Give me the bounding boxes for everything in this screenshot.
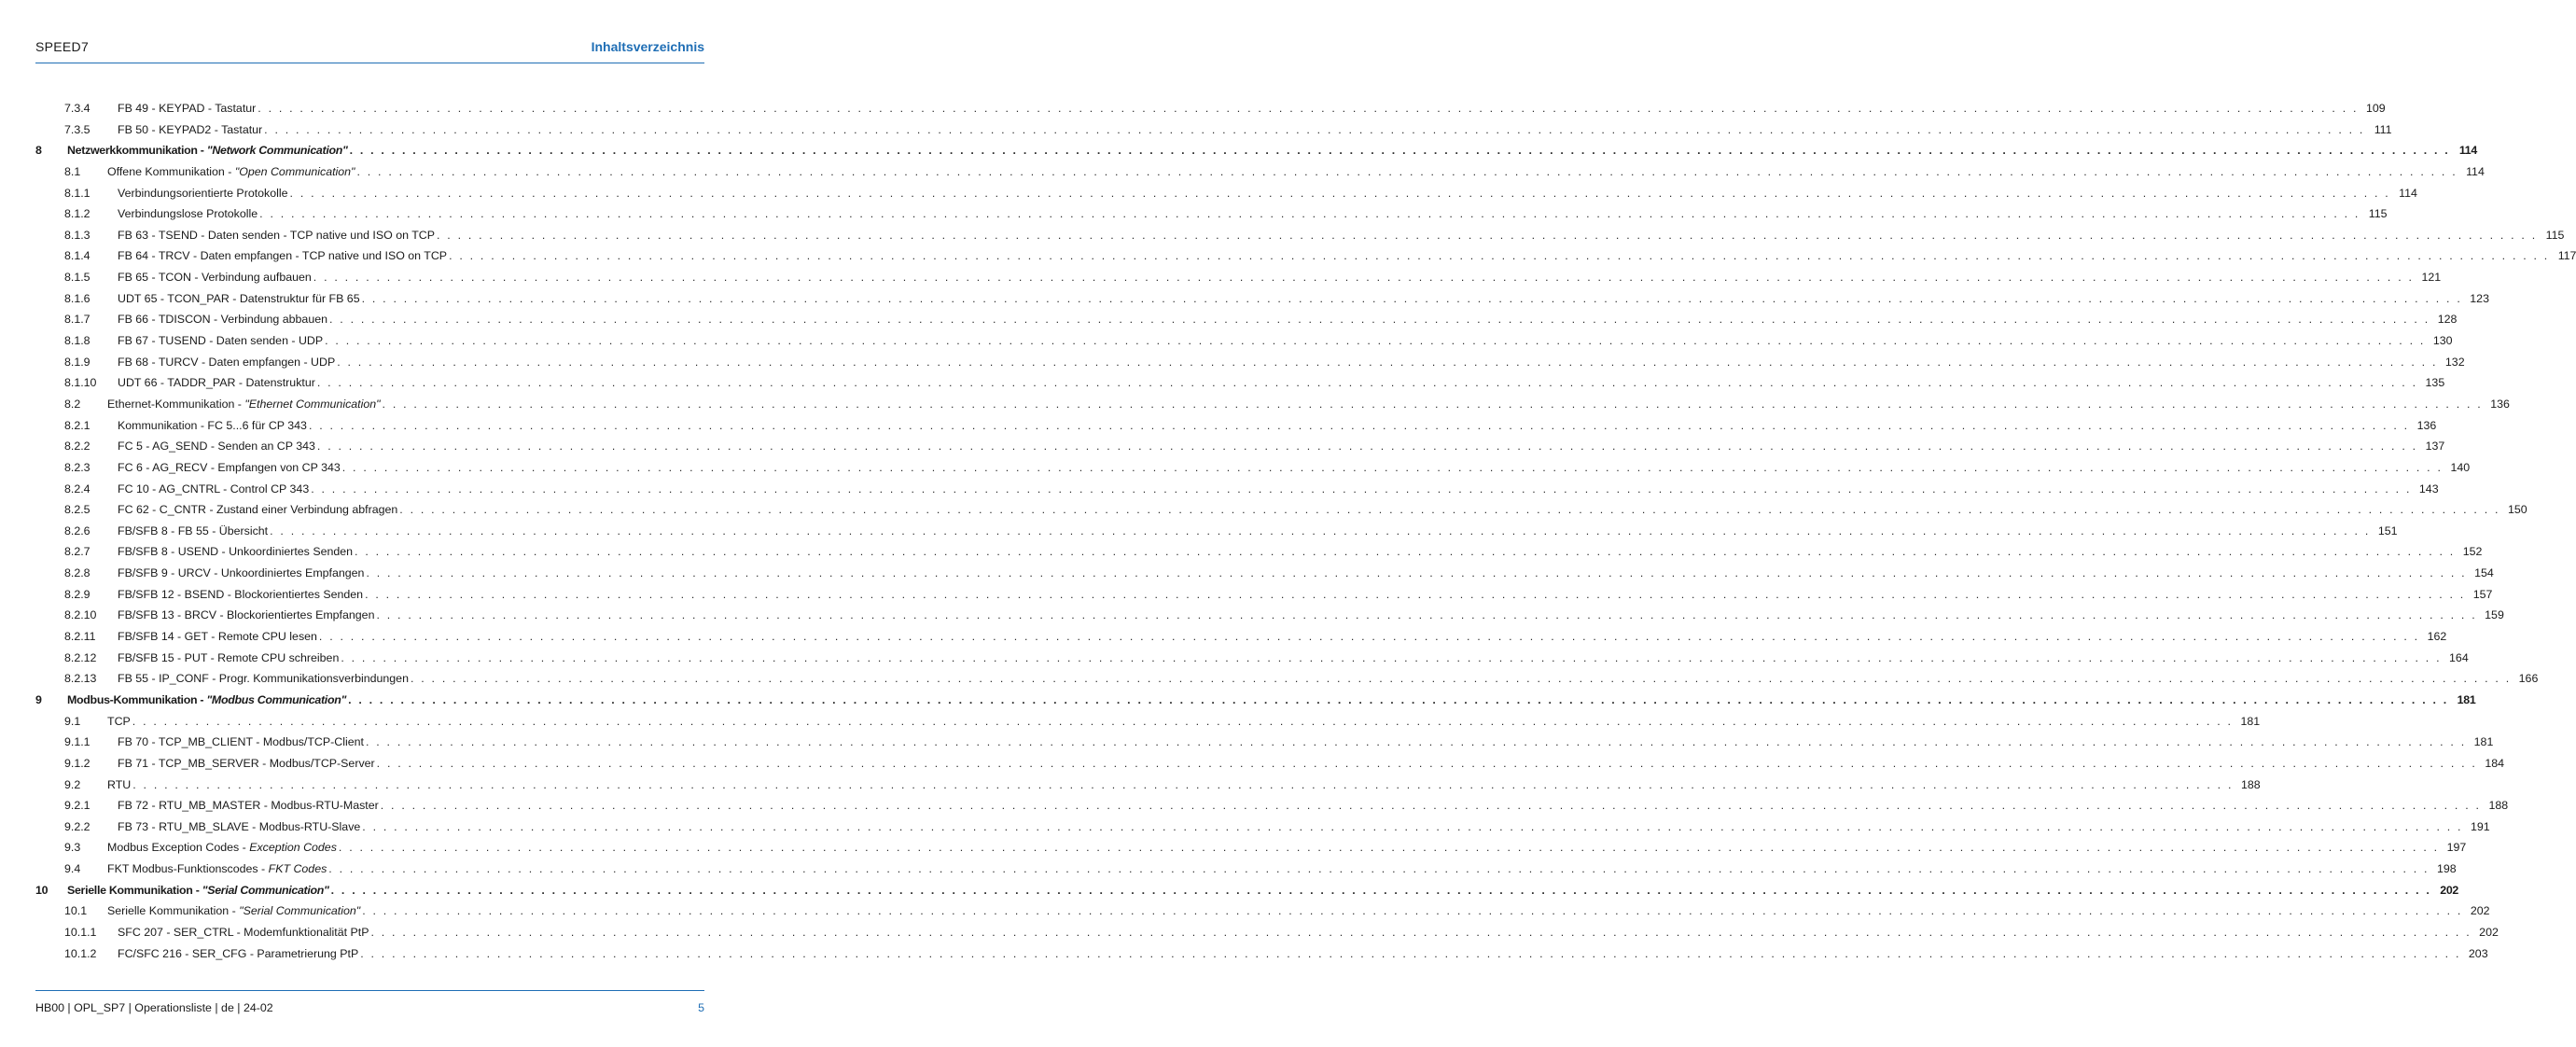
toc-entry-page: 152: [2462, 545, 2483, 559]
toc-entry[interactable]: [35, 545, 2483, 566]
toc-entry-page: 166: [2518, 672, 2539, 686]
toc-entry-title-emphasis: FKT Codes: [268, 862, 327, 876]
toc-entry-page: 114: [2466, 164, 2485, 178]
toc-entry-page: 128: [2437, 313, 2458, 327]
toc-entry-title: [118, 651, 339, 664]
toc-entry-page: 132: [2444, 355, 2465, 369]
toc-entry-page: 114: [2399, 186, 2417, 200]
toc-entry-number: 8.2.6: [64, 524, 91, 537]
toc-entry-number: 8.2.8: [64, 566, 91, 580]
toc-entry-title: [118, 926, 369, 939]
toc-entry-title: [118, 545, 353, 558]
toc-entry-title-text: FB 55 - IP_CONF - Progr. Kommunikationsverbindungen: [118, 672, 409, 686]
toc-entry-title: [118, 229, 435, 242]
toc-leader-dots: . . . . . . . . . . . . . . . . . . . . . . . . . . . . . . . . . . . . . . . . . . . . . . . . . . . . . . . . . . . . . . . . . . . . . . . . . . . . . . . . . . . . . . . . . . . . . . . . . . . . . . . . . . . . . . . . . . . . . . . . . . . . . . . . . . . . . . . . . . . . . . . . . . . . . . . . . . . . . . . . . . . . . . . . . . . . . . . . . . . . . . . . . . . . . . . . . . . . . . . .: [316, 440, 2418, 454]
toc-leader-dots: . . . . . . . . . . . . . . . . . . . . . . . . . . . . . . . . . . . . . . . . . . . . . . . . . . . . . . . . . . . . . . . . . . . . . . . . . . . . . . . . . . . . . . . . . . . . . . . . . . . . . . . . . . . . . . . . . . . . . . . . . . . . . . . . . . . . . . . . . . . . . . . . . . . . . . . . . . . . . . . . . . . . . . . . . . . . . . . . . . . . . . . . . . . . . . . . . . . . . . . .: [355, 545, 2456, 559]
toc-entry-title-emphasis: Exception Codes: [249, 841, 337, 855]
toc-entry-title-text: Verbindungsorientierte Protokolle: [118, 186, 288, 200]
toc-entry-page: 188: [2488, 799, 2509, 813]
toc-entry-number: 8.1.6: [64, 291, 91, 305]
toc-entry-title-text: FB 64 - TRCV - Daten empfangen - TCP native und ISO on TCP: [118, 249, 448, 263]
toc-entry-title-text: FC/SFC 216 - SER_CFG - Parametrierung PtP: [118, 946, 359, 960]
toc-leader-dots: . . . . . . . . . . . . . . . . . . . . . . . . . . . . . . . . . . . . . . . . . . . . . . . . . . . . . . . . . . . . . . . . . . . . . . . . . . . . . . . . . . . . . . . . . . . . . . . . . . . . . . . . . . . . . . . . . . . . . . . . . . . . . . . . . . . . . . . . . . . . . . . . . . . . . . . . . . . . . . . . . . . . . . . . . . . . . . . . . . . . . . . . . . . . . . . . . . . . . . . .: [361, 291, 2462, 305]
toc-leader-dots: . . . . . . . . . . . . . . . . . . . . . . . . . . . . . . . . . . . . . . . . . . . . . . . . . . . . . . . . . . . . . . . . . . . . . . . . . . . . . . . . . . . . . . . . . . . . . . . . . . . . . . . . . . . . . . . . . . . . . . . . . . . . . . . . . . . . . . . . . . . . . . . . . . . . . . . . . . . . . . . . . . . . . . . . . . . . . . . . . . . . . . . . . . . . . . . . . . . . . . . .: [370, 925, 2472, 939]
toc-entry[interactable]: [35, 102, 2386, 123]
toc-leader-dots: . . . . . . . . . . . . . . . . . . . . . . . . . . . . . . . . . . . . . . . . . . . . . . . . . . . . . . . . . . . . . . . . . . . . . . . . . . . . . . . . . . . . . . . . . . . . . . . . . . . . . . . . . . . . . . . . . . . . . . . . . . . . . . . . . . . . . . . . . . . . . . . . . . . . . . . . . . . . . . . . . . . . . . . . . . . . . . . . . . . . . . . . . . . . . . . . . . . . . . . .: [341, 650, 2442, 664]
toc-entry-title: [118, 313, 327, 326]
toc-entry-title-text: FB/SFB 13 - BRCV - Blockorientiertes Empfangen: [118, 608, 375, 622]
toc-entry-page: 135: [2425, 376, 2445, 390]
toc-entry-title: [118, 419, 307, 432]
toc-entry[interactable]: [35, 503, 2527, 524]
toc-entry[interactable]: [35, 376, 2445, 398]
toc-leader-dots: . . . . . . . . . . . . . . . . . . . . . . . . . . . . . . . . . . . . . . . . . . . . . . . . . . . . . . . . . . . . . . . . . . . . . . . . . . . . . . . . . . . . . . . . . . . . . . . . . . . . . . . . . . . . . . . . . . . . . . . . . . . . . . . . . . . . . . . . . . . . . . . . . . . . . . . . . . . . . . . . . . . . . . . . . . . . . . . . . . . . . . . . . . . . . . . . . . . . . . . .: [313, 271, 2415, 285]
toc-entry-title: [118, 503, 397, 516]
toc-entry[interactable]: [35, 777, 2261, 800]
toc-entry-title: [118, 630, 317, 643]
toc-entry-page: 130: [2432, 334, 2453, 348]
toc-entry-title-text: FC 6 - AG_RECV - Empfangen von CP 343: [118, 460, 341, 474]
toc-entry-number: 8.2.5: [64, 503, 91, 517]
toc-entry-number: 8.1.8: [64, 334, 91, 348]
toc-leader-dots: . . . . . . . . . . . . . . . . . . . . . . . . . . . . . . . . . . . . . . . . . . . . . . . . . . . . . . . . . . . . . . . . . . . . . . . . . . . . . . . . . . . . . . . . . . . . . . . . . . . . . . . . . . . . . . . . . . . . . . . . . . . . . . . . . . . . . . . . . . . . . . . . . . . . . . . . . . . . . . . . . . . . . . . . . . . . . . . . . . . . . . . . . . . . . . . . . . . . . . . .: [376, 756, 2478, 770]
toc-leader-dots: . . . . . . . . . . . . . . . . . . . . . . . . . . . . . . . . . . . . . . . . . . . . . . . . . . . . . . . . . . . . . . . . . . . . . . . . . . . . . . . . . . . . . . . . . . . . . . . . . . . . . . . . . . . . . . . . . . . . . . . . . . . . . . . . . . . . . . . . . . . . . . . . . . . . . . . . . . . . . . . . . . . . . . . . . . . . . . . . . . . . . . . . . . . . . . . . . . . . . . . .: [365, 735, 2467, 749]
toc-entry-title: [118, 524, 268, 537]
toc-entry-number: 8.1.7: [64, 313, 91, 327]
toc-entry-title-text: FB 63 - TSEND - Daten senden - TCP native und ISO on TCP: [118, 228, 435, 242]
toc-entry-title-text: Modbus Exception Codes -: [107, 841, 250, 855]
toc-entry[interactable]: [35, 228, 2565, 250]
toc-entry-title: [107, 165, 355, 178]
toc-entry-title: [118, 292, 360, 305]
toc-entry-number: 9.2.2: [64, 819, 91, 833]
toc-entry[interactable]: [35, 862, 2457, 884]
toc-leader-dots: . . . . . . . . . . . . . . . . . . . . . . . . . . . . . . . . . . . . . . . . . . . . . . . . . . . . . . . . . . . . . . . . . . . . . . . . . . . . . . . . . . . . . . . . . . . . . . . . . . . . . . . . . . . . . . . . . . . . . . . . . . . . . . . . . . . . . . . . . . . . . . . . . . . . . . . . . . . . . . . . . . . . . . . . . . . . . . . . . . . . . . . . . . . . . . . . . . . . . . . .: [437, 228, 2538, 242]
toc-entry[interactable]: [35, 164, 2485, 187]
toc-entry[interactable]: [35, 566, 2494, 588]
toc-entry-title: [118, 207, 258, 220]
toc-entry[interactable]: [35, 524, 2398, 546]
toc-leader-dots: . . . . . . . . . . . . . . . . . . . . . . . . . . . . . . . . . . . . . . . . . . . . . . . . . . . . . . . . . . . . . . . . . . . . . . . . . . . . . . . . . . . . . . . . . . . . . . . . . . . . . . . . . . . . . . . . . . . . . . . . . . . . . . . . . . . . . . . . . . . . . . . . . . . . . . . . . . . . . . . . . . . . . . . . . . . . . . . . . . . . . . . . . . . . . . . . . . . . . . . .: [349, 144, 2450, 158]
toc-entry-title-text: FB 67 - TUSEND - Daten senden - UDP: [118, 334, 324, 348]
toc-entry-title-text: Serielle Kommunikation -: [67, 883, 202, 897]
toc-leader-dots: . . . . . . . . . . . . . . . . . . . . . . . . . . . . . . . . . . . . . . . . . . . . . . . . . . . . . . . . . . . . . . . . . . . . . . . . . . . . . . . . . . . . . . . . . . . . . . . . . . . . . . . . . . . . . . . . . . . . . . . . . . . . . . . . . . . . . . . . . . . . . . . . . . . . . . . . . . . . . . . . . . . . . . . . . . . . . . . . . . . . . . . . . . . . . . . . . . . . . . . .: [410, 672, 2512, 686]
toc-entry-title-text: Verbindungslose Protokolle: [118, 207, 258, 221]
toc-entry-page: 121: [2421, 271, 2442, 285]
toc-entry-title-emphasis: "Network Communication": [206, 144, 348, 158]
toc-entry-number: 8.2.4: [64, 482, 91, 496]
table-of-contents: [35, 102, 2576, 968]
toc-entry-title-text: FB 68 - TURCV - Daten empfangen - UDP: [118, 355, 336, 369]
footer-rule: [35, 990, 704, 991]
toc-entry[interactable]: [35, 460, 2471, 482]
toc-entry[interactable]: [35, 799, 2509, 820]
toc-entry[interactable]: [35, 672, 2539, 693]
toc-leader-dots: . . . . . . . . . . . . . . . . . . . . . . . . . . . . . . . . . . . . . . . . . . . . . . . . . . . . . . . . . . . . . . . . . . . . . . . . . . . . . . . . . . . . . . . . . . . . . . . . . . . . . . . . . . . . . . . . . . . . . . . . . . . . . . . . . . . . . . . . . . . . . . . . . . . . . . . . . . . . . . . . . . . . . . . . . . . . . . . . . . . . . . . . . . . . . . . . . . . . . . . .: [399, 503, 2500, 517]
toc-entry-title: [118, 187, 288, 200]
toc-entry-number: 8.2.11: [64, 630, 96, 644]
toc-entry-title-text: Modbus-Kommunikation -: [67, 692, 207, 706]
toc-entry-title: [107, 398, 381, 411]
toc-entry[interactable]: [35, 186, 2417, 208]
toc-entry-page: 109: [2365, 102, 2386, 115]
toc-leader-dots: . . . . . . . . . . . . . . . . . . . . . . . . . . . . . . . . . . . . . . . . . . . . . . . . . . . . . . . . . . . . . . . . . . . . . . . . . . . . . . . . . . . . . . . . . . . . . . . . . . . . . . . . . . . . . . . . . . . . . . . . . . . . . . . . . . . . . . . . . . . . . . . . . . . . . . . . . . . . . . . . . . . . . . . . . . . . . . . . . . . . . . . . . . . . . . . . . . . . . . . .: [382, 397, 2483, 411]
toc-entry-title-text: RTU: [107, 777, 132, 791]
toc-entry[interactable]: [35, 925, 2499, 947]
toc-leader-dots: . . . . . . . . . . . . . . . . . . . . . . . . . . . . . . . . . . . . . . . . . . . . . . . . . . . . . . . . . . . . . . . . . . . . . . . . . . . . . . . . . . . . . . . . . . . . . . . . . . . . . . . . . . . . . . . . . . . . . . . . . . . . . . . . . . . . . . . . . . . . . . . . . . . . . . . . . . . . . . . . . . . . . . . . . . . . . . . . . . . . . . . . . . . . . . . . . . . . . . . .: [308, 418, 2410, 432]
toc-entry-page: 151: [2377, 524, 2398, 537]
toc-entry-number: 9.4: [64, 862, 81, 876]
toc-entry-page: 157: [2472, 587, 2493, 601]
toc-entry-title: [118, 461, 341, 474]
toc-leader-dots: . . . . . . . . . . . . . . . . . . . . . . . . . . . . . . . . . . . . . . . . . . . . . . . . . . . . . . . . . . . . . . . . . . . . . . . . . . . . . . . . . . . . . . . . . . . . . . . . . . . . . . . . . . . . . . . . . . . . . . . . . . . . . . . . . . . . . . . . . . . . . . . . . . . . . . . . . . . . . . . . . . . . . . . . . . . . . . . . . . . . . . . . . . . . . . . . . . . . . . . .: [341, 460, 2444, 474]
toc-entry-title-emphasis: "Serial Communication": [202, 883, 329, 897]
toc-entry-title-text: Kommunikation - FC 5...6 für CP 343: [118, 418, 307, 432]
toc-entry-number: 8.2.2: [64, 440, 91, 454]
toc-entry[interactable]: [35, 587, 2493, 609]
toc-entry-title-text: FB 65 - TCON - Verbindung aufbauen: [118, 271, 312, 285]
toc-entry-title-text: FB 73 - RTU_MB_SLAVE - Modbus-RTU-Slave: [118, 819, 361, 833]
toc-entry-title: [118, 356, 335, 369]
toc-entry[interactable]: [35, 841, 2467, 862]
toc-entry-title: [67, 693, 346, 706]
toc-entry-title: [118, 334, 323, 347]
toc-entry-page: 184: [2485, 756, 2505, 770]
toc-entry-title-text: Ethernet-Kommunikation -: [107, 397, 245, 411]
toc-leader-dots: . . . . . . . . . . . . . . . . . . . . . . . . . . . . . . . . . . . . . . . . . . . . . . . . . . . . . . . . . . . . . . . . . . . . . . . . . . . . . . . . . . . . . . . . . . . . . . . . . . . . . . . . . . . . . . . . . . . . . . . . . . . . . . . . . . . . . . . . . . . . . . . . . . . . . . . . . . . . . . . . . . . . . . . . . . . . . . . . . . . . . . . . . . . . . . . . . . . . . . . .: [380, 799, 2482, 813]
toc-entry-page: 181: [2473, 735, 2494, 749]
toc-leader-dots: . . . . . . . . . . . . . . . . . . . . . . . . . . . . . . . . . . . . . . . . . . . . . . . . . . . . . . . . . . . . . . . . . . . . . . . . . . . . . . . . . . . . . . . . . . . . . . . . . . . . . . . . . . . . . . . . . . . . . . . . . . . . . . . . . . . . . . . . . . . . . . . . . . . . . . . . . . . . . . . . . . . . . . . . . . . . . . . . . . . . . . . . . . . . . . . . . . . . . . . .: [338, 841, 2440, 855]
toc-entry-number: 8.1.3: [64, 228, 91, 242]
toc-entry-title-text: FB 50 - KEYPAD2 - Tastatur: [118, 122, 263, 136]
toc-entry-number: 8.2.3: [64, 460, 91, 474]
toc-entry-title: [107, 778, 131, 791]
toc-leader-dots: . . . . . . . . . . . . . . . . . . . . . . . . . . . . . . . . . . . . . . . . . . . . . . . . . . . . . . . . . . . . . . . . . . . . . . . . . . . . . . . . . . . . . . . . . . . . . . . . . . . . . . . . . . . . . . . . . . . . . . . . . . . . . . . . . . . . . . . . . . . . . . . . . . . . . . . . . . . . . . . . . . . . . . . . . . . . . . . . . . . . . . . . . . . . . . . . . . . . . . . .: [289, 186, 2390, 200]
toc-entry-number: 9.2: [64, 777, 81, 791]
toc-entry-title-text: FB 71 - TCP_MB_SERVER - Modbus/TCP-Server: [118, 756, 375, 770]
toc-entry[interactable]: [35, 397, 2510, 419]
toc-entry[interactable]: [35, 418, 2437, 440]
toc-entry-page: 136: [2490, 397, 2510, 411]
toc-entry-title: [118, 271, 312, 284]
toc-entry-title-text: Netzwerkkommunikation -: [67, 144, 207, 158]
toc-leader-dots: . . . . . . . . . . . . . . . . . . . . . . . . . . . . . . . . . . . . . . . . . . . . . . . . . . . . . . . . . . . . . . . . . . . . . . . . . . . . . . . . . . . . . . . . . . . . . . . . . . . . . . . . . . . . . . . . . . . . . . . . . . . . . . . . . . . . . . . . . . . . . . . . . . . . . . . . . . . . . . . . . . . . . . . . . . . . . . . . . . . . . . . . . . . . . . . . . . . . . . . .: [328, 862, 2430, 876]
toc-entry-title: [118, 735, 364, 748]
toc-entry[interactable]: [35, 692, 2476, 715]
toc-entry-title-text: TCP: [107, 714, 131, 728]
toc-leader-dots: . . . . . . . . . . . . . . . . . . . . . . . . . . . . . . . . . . . . . . . . . . . . . . . . . . . . . . . . . . . . . . . . . . . . . . . . . . . . . . . . . . . . . . . . . . . . . . . . . . . . . . . . . . . . . . . . . . . . . . . . . . . . . . . . . . . . . . . . . . . . . . . . . . . . . . . . . . . . . . . . . . . . . . . . . . . . . . . . . . . . . . . . . . . . . . . . . . . . . . . .: [362, 819, 2463, 833]
toc-leader-dots: . . . . . . . . . . . . . . . . . . . . . . . . . . . . . . . . . . . . . . . . . . . . . . . . . . . . . . . . . . . . . . . . . . . . . . . . . . . . . . . . . . . . . . . . . . . . . . . . . . . . . . . . . . . . . . . . . . . . . . . . . . . . . . . . . . . . . . . . . . . . . . . . . . . . . . . . . . . . . . . . . . . . . . . . . . . . . . . . . . . . . . . . . . . . . . . . . . . . . . . .: [318, 630, 2420, 644]
toc-entry-title-text: FC 10 - AG_CNTRL - Control CP 343: [118, 482, 310, 496]
toc-entry-title-text: FKT Modbus-Funktionscodes -: [107, 862, 269, 876]
toc-entry-title-text: FB/SFB 9 - URCV - Unkoordiniertes Empfangen: [118, 566, 365, 580]
toc-leader-dots: . . . . . . . . . . . . . . . . . . . . . . . . . . . . . . . . . . . . . . . . . . . . . . . . . . . . . . . . . . . . . . . . . . . . . . . . . . . . . . . . . . . . . . . . . . . . . . . . . . . . . . . . . . . . . . . . . . . . . . . . . . . . . . . . . . . . . . . . . . . . . . . . . . . . . . . . . . . . . . . . . . . . . . . . . . . . . . . . . . . . . . . . . . . . . . . . . . . . . . . .: [132, 777, 2234, 791]
toc-entry-title: [107, 904, 360, 917]
toc-entry-number: 8.2: [64, 397, 81, 411]
toc-leader-dots: . . . . . . . . . . . . . . . . . . . . . . . . . . . . . . . . . . . . . . . . . . . . . . . . . . . . . . . . . . . . . . . . . . . . . . . . . . . . . . . . . . . . . . . . . . . . . . . . . . . . . . . . . . . . . . . . . . . . . . . . . . . . . . . . . . . . . . . . . . . . . . . . . . . . . . . . . . . . . . . . . . . . . . . . . . . . . . . . . . . . . . . . . . . . . . . . . . . . . . . .: [356, 164, 2458, 178]
toc-entry-number: 9: [35, 692, 42, 706]
toc-entry-number: 9.1: [64, 714, 81, 728]
toc-entry-page: 181: [2240, 714, 2261, 728]
toc-entry-page: 143: [2418, 482, 2439, 496]
toc-leader-dots: . . . . . . . . . . . . . . . . . . . . . . . . . . . . . . . . . . . . . . . . . . . . . . . . . . . . . . . . . . . . . . . . . . . . . . . . . . . . . . . . . . . . . . . . . . . . . . . . . . . . . . . . . . . . . . . . . . . . . . . . . . . . . . . . . . . . . . . . . . . . . . . . . . . . . . . . . . . . . . . . . . . . . . . . . . . . . . . . . . . . . . . . . . . . . . . . . . . . . . . .: [348, 692, 2449, 706]
toc-entry-number: 8.2.7: [64, 545, 91, 559]
header-product: SPEED7: [35, 39, 90, 54]
toc-entry-page: 150: [2507, 503, 2527, 517]
toc-leader-dots: . . . . . . . . . . . . . . . . . . . . . . . . . . . . . . . . . . . . . . . . . . . . . . . . . . . . . . . . . . . . . . . . . . . . . . . . . . . . . . . . . . . . . . . . . . . . . . . . . . . . . . . . . . . . . . . . . . . . . . . . . . . . . . . . . . . . . . . . . . . . . . . . . . . . . . . . . . . . . . . . . . . . . . . . . . . . . . . . . . . . . . . . . . . . . . . . . . . . . . . .: [329, 313, 2430, 327]
toc-entry-title: [118, 757, 375, 770]
toc-leader-dots: . . . . . . . . . . . . . . . . . . . . . . . . . . . . . . . . . . . . . . . . . . . . . . . . . . . . . . . . . . . . . . . . . . . . . . . . . . . . . . . . . . . . . . . . . . . . . . . . . . . . . . . . . . . . . . . . . . . . . . . . . . . . . . . . . . . . . . . . . . . . . . . . . . . . . . . . . . . . . . . . . . . . . . . . . . . . . . . . . . . . . . . . . . . . . . . . . . . . . . . .: [325, 334, 2426, 348]
toc-entry-title: [67, 144, 348, 157]
toc-entry[interactable]: [35, 313, 2458, 334]
toc-entry-page: 137: [2425, 440, 2445, 454]
toc-leader-dots: . . . . . . . . . . . . . . . . . . . . . . . . . . . . . . . . . . . . . . . . . . . . . . . . . . . . . . . . . . . . . . . . . . . . . . . . . . . . . . . . . . . . . . . . . . . . . . . . . . . . . . . . . . . . . . . . . . . . . . . . . . . . . . . . . . . . . . . . . . . . . . . . . . . . . . . . . . . . . . . . . . . . . . . . . . . . . . . . . . . . . . . . . . . . . . . . . . . . . . . .: [258, 102, 2359, 115]
toc-entry-title-text: UDT 65 - TCON_PAR - Datenstruktur für FB 65: [118, 291, 360, 305]
toc-entry-page: 136: [2416, 418, 2437, 432]
toc-leader-dots: . . . . . . . . . . . . . . . . . . . . . . . . . . . . . . . . . . . . . . . . . . . . . . . . . . . . . . . . . . . . . . . . . . . . . . . . . . . . . . . . . . . . . . . . . . . . . . . . . . . . . . . . . . . . . . . . . . . . . . . . . . . . . . . . . . . . . . . . . . . . . . . . . . . . . . . . . . . . . . . . . . . . . . . . . . . . . . . . . . . . . . . . . . . . . . . . . . . . . . . .: [311, 482, 2412, 496]
toc-entry-number: 7.3.4: [64, 102, 91, 115]
toc-entry-title: [118, 566, 364, 579]
toc-entry-page: 115: [2545, 228, 2565, 242]
toc-entry[interactable]: [35, 904, 2490, 926]
toc-leader-dots: . . . . . . . . . . . . . . . . . . . . . . . . . . . . . . . . . . . . . . . . . . . . . . . . . . . . . . . . . . . . . . . . . . . . . . . . . . . . . . . . . . . . . . . . . . . . . . . . . . . . . . . . . . . . . . . . . . . . . . . . . . . . . . . . . . . . . . . . . . . . . . . . . . . . . . . . . . . . . . . . . . . . . . . . . . . . . . . . . . . . . . . . . . . . . . . . . . . . . . . .: [264, 122, 2365, 136]
toc-entry-title-text: Serielle Kommunikation -: [107, 904, 240, 918]
toc-entry-page: 198: [2436, 862, 2457, 876]
toc-leader-dots: . . . . . . . . . . . . . . . . . . . . . . . . . . . . . . . . . . . . . . . . . . . . . . . . . . . . . . . . . . . . . . . . . . . . . . . . . . . . . . . . . . . . . . . . . . . . . . . . . . . . . . . . . . . . . . . . . . . . . . . . . . . . . . . . . . . . . . . . . . . . . . . . . . . . . . . . . . . . . . . . . . . . . . . . . . . . . . . . . . . . . . . . . . . . . . . . . . . . . . . .: [362, 904, 2463, 918]
toc-entry-number: 8.2.10: [64, 608, 97, 622]
footer-doc-info: HB00 | OPL_SP7 | Operationsliste | de | 24-02: [35, 1001, 273, 1014]
toc-entry[interactable]: [35, 756, 2505, 778]
toc-entry[interactable]: [35, 819, 2490, 842]
toc-entry-number: 9.3: [64, 841, 81, 855]
toc-entry-number: 7.3.5: [64, 122, 91, 136]
toc-entry[interactable]: [35, 144, 2477, 165]
toc-entry-title: [118, 672, 409, 685]
toc-entry[interactable]: [35, 334, 2453, 356]
toc-entry-page: 159: [2485, 608, 2504, 622]
toc-entry-title-text: FB 66 - TDISCON - Verbindung abbauen: [118, 313, 327, 327]
toc-entry[interactable]: [35, 735, 2494, 757]
toc-entry-page: 181: [2457, 692, 2476, 706]
toc-leader-dots: . . . . . . . . . . . . . . . . . . . . . . . . . . . . . . . . . . . . . . . . . . . . . . . . . . . . . . . . . . . . . . . . . . . . . . . . . . . . . . . . . . . . . . . . . . . . . . . . . . . . . . . . . . . . . . . . . . . . . . . . . . . . . . . . . . . . . . . . . . . . . . . . . . . . . . . . . . . . . . . . . . . . . . . . . . . . . . . . . . . . . . . . . . . . . . . . . . . . . . . .: [337, 355, 2438, 369]
toc-entry-number: 8.2.12: [64, 650, 97, 664]
toc-entry-title-emphasis: "Serial Communication": [239, 904, 361, 918]
toc-entry-number: 8.1.9: [64, 355, 91, 369]
toc-entry-page: 162: [2427, 630, 2447, 644]
toc-entry-page: 188: [2240, 777, 2261, 791]
toc-entry-number: 10.1: [64, 904, 88, 918]
toc-entry-title-emphasis: "Modbus Communication": [206, 692, 347, 706]
toc-entry-number: 8.1.4: [64, 249, 91, 263]
toc-entry[interactable]: [35, 122, 2392, 145]
toc-entry-title-emphasis: "Open Communication": [234, 164, 355, 178]
toc-entry-title: [107, 862, 327, 875]
toc-entry-title-text: FC 62 - C_CNTR - Zustand einer Verbindung abfragen: [118, 503, 398, 517]
toc-entry-page: 123: [2470, 291, 2489, 305]
toc-entry-number: 9.1.2: [64, 756, 91, 770]
toc-entry-number: 8: [35, 144, 42, 158]
toc-entry-number: 8.2.13: [64, 672, 97, 686]
toc-entry[interactable]: [35, 883, 2459, 905]
toc-leader-dots: . . . . . . . . . . . . . . . . . . . . . . . . . . . . . . . . . . . . . . . . . . . . . . . . . . . . . . . . . . . . . . . . . . . . . . . . . . . . . . . . . . . . . . . . . . . . . . . . . . . . . . . . . . . . . . . . . . . . . . . . . . . . . . . . . . . . . . . . . . . . . . . . . . . . . . . . . . . . . . . . . . . . . . . . . . . . . . . . . . . . . . . . . . . . . . . . . . . . . . . .: [376, 608, 2477, 622]
toc-entry-number: 8.1.10: [64, 376, 97, 390]
toc-entry[interactable]: [35, 355, 2465, 377]
toc-entry[interactable]: [35, 946, 2488, 969]
toc-entry-title-text: FB 72 - RTU_MB_MASTER - Modbus-RTU-Master: [118, 799, 379, 813]
toc-entry-number: 8.1.1: [64, 186, 91, 200]
toc-entry-page: 164: [2449, 650, 2469, 664]
toc-entry-title: [118, 249, 447, 262]
toc-entry[interactable]: [35, 249, 2576, 271]
toc-entry-title-text: SFC 207 - SER_CTRL - Modemfunktionalität PtP: [118, 925, 369, 939]
toc-entry-title: [118, 123, 262, 136]
toc-entry-number: 8.2.9: [64, 587, 91, 601]
toc-entry-page: 115: [2368, 207, 2388, 221]
toc-entry-title-text: FB 70 - TCP_MB_CLIENT - Modbus/TCP-Client: [118, 735, 364, 749]
toc-entry-number: 8.2.1: [64, 418, 91, 432]
toc-entry-title: [118, 440, 315, 453]
toc-entry-page: 202: [2440, 883, 2459, 897]
toc-entry-title: [118, 102, 256, 115]
toc-leader-dots: . . . . . . . . . . . . . . . . . . . . . . . . . . . . . . . . . . . . . . . . . . . . . . . . . . . . . . . . . . . . . . . . . . . . . . . . . . . . . . . . . . . . . . . . . . . . . . . . . . . . . . . . . . . . . . . . . . . . . . . . . . . . . . . . . . . . . . . . . . . . . . . . . . . . . . . . . . . . . . . . . . . . . . . . . . . . . . . . . . . . . . . . . . . . . . . . . . . . . . . .: [330, 883, 2432, 897]
toc-entry-title: [107, 715, 131, 728]
toc-entry-title: [107, 841, 337, 854]
toc-entry-title-text: FB/SFB 8 - FB 55 - Übersicht: [118, 524, 269, 537]
toc-leader-dots: . . . . . . . . . . . . . . . . . . . . . . . . . . . . . . . . . . . . . . . . . . . . . . . . . . . . . . . . . . . . . . . . . . . . . . . . . . . . . . . . . . . . . . . . . . . . . . . . . . . . . . . . . . . . . . . . . . . . . . . . . . . . . . . . . . . . . . . . . . . . . . . . . . . . . . . . . . . . . . . . . . . . . . . . . . . . . . . . . . . . . . . . . . . . . . . . . . . . . . . .: [270, 524, 2371, 537]
toc-entry-number: 10.1.2: [64, 946, 97, 960]
toc-entry-page: 191: [2470, 819, 2490, 833]
toc-entry-page: 203: [2468, 946, 2488, 960]
toc-entry[interactable]: [35, 608, 2504, 630]
toc-entry-title: [118, 608, 374, 621]
toc-entry-number: 9.1.1: [64, 735, 91, 749]
toc-entry-title: [118, 820, 360, 833]
toc-entry-title: [67, 884, 329, 897]
toc-entry-number: 8.1.2: [64, 207, 91, 221]
toc-entry[interactable]: [35, 630, 2447, 651]
toc-entry-number: 8.1: [64, 164, 81, 178]
toc-leader-dots: . . . . . . . . . . . . . . . . . . . . . . . . . . . . . . . . . . . . . . . . . . . . . . . . . . . . . . . . . . . . . . . . . . . . . . . . . . . . . . . . . . . . . . . . . . . . . . . . . . . . . . . . . . . . . . . . . . . . . . . . . . . . . . . . . . . . . . . . . . . . . . . . . . . . . . . . . . . . . . . . . . . . . . . . . . . . . . . . . . . . . . . . . . . . . . . . . . . . . . . .: [316, 376, 2418, 390]
toc-entry-title-text: FB/SFB 8 - USEND - Unkoordiniertes Senden: [118, 545, 354, 559]
toc-entry-title-text: UDT 66 - TADDR_PAR - Datenstruktur: [118, 376, 315, 390]
header-section-title: Inhaltsverzeichnis: [591, 39, 704, 54]
toc-entry[interactable]: [35, 271, 2442, 292]
toc-entry[interactable]: [35, 482, 2439, 504]
toc-entry-title: [118, 947, 358, 960]
toc-entry[interactable]: [35, 291, 2489, 314]
toc-entry-page: 202: [2479, 925, 2499, 939]
toc-entry-title: [118, 588, 363, 601]
toc-entry-title: [118, 799, 379, 812]
toc-entry-number: 8.1.5: [64, 271, 91, 285]
toc-entry-number: 10.1.1: [64, 925, 97, 939]
toc-leader-dots: . . . . . . . . . . . . . . . . . . . . . . . . . . . . . . . . . . . . . . . . . . . . . . . . . . . . . . . . . . . . . . . . . . . . . . . . . . . . . . . . . . . . . . . . . . . . . . . . . . . . . . . . . . . . . . . . . . . . . . . . . . . . . . . . . . . . . . . . . . . . . . . . . . . . . . . . . . . . . . . . . . . . . . . . . . . . . . . . . . . . . . . . . . . . . . . . . . . . . . . .: [449, 249, 2550, 263]
toc-entry[interactable]: [35, 207, 2388, 229]
toc-entry-number: 10: [35, 883, 49, 897]
toc-leader-dots: . . . . . . . . . . . . . . . . . . . . . . . . . . . . . . . . . . . . . . . . . . . . . . . . . . . . . . . . . . . . . . . . . . . . . . . . . . . . . . . . . . . . . . . . . . . . . . . . . . . . . . . . . . . . . . . . . . . . . . . . . . . . . . . . . . . . . . . . . . . . . . . . . . . . . . . . . . . . . . . . . . . . . . . . . . . . . . . . . . . . . . . . . . . . . . . . . . . . . . . .: [365, 587, 2466, 601]
toc-entry-page: 202: [2470, 904, 2490, 918]
toc-entry[interactable]: [35, 650, 2469, 673]
toc-leader-dots: . . . . . . . . . . . . . . . . . . . . . . . . . . . . . . . . . . . . . . . . . . . . . . . . . . . . . . . . . . . . . . . . . . . . . . . . . . . . . . . . . . . . . . . . . . . . . . . . . . . . . . . . . . . . . . . . . . . . . . . . . . . . . . . . . . . . . . . . . . . . . . . . . . . . . . . . . . . . . . . . . . . . . . . . . . . . . . . . . . . . . . . . . . . . . . . . . . . . . . . .: [366, 566, 2467, 580]
toc-entry-title-text: FB/SFB 15 - PUT - Remote CPU schreiben: [118, 650, 340, 664]
toc-entry-page: 140: [2450, 460, 2471, 474]
toc-entry-title-text: FB 49 - KEYPAD - Tastatur: [118, 102, 257, 115]
toc-leader-dots: . . . . . . . . . . . . . . . . . . . . . . . . . . . . . . . . . . . . . . . . . . . . . . . . . . . . . . . . . . . . . . . . . . . . . . . . . . . . . . . . . . . . . . . . . . . . . . . . . . . . . . . . . . . . . . . . . . . . . . . . . . . . . . . . . . . . . . . . . . . . . . . . . . . . . . . . . . . . . . . . . . . . . . . . . . . . . . . . . . . . . . . . . . . . . . . . . . . . . . . .: [360, 946, 2461, 960]
toc-entry-page: 117: [2557, 249, 2576, 263]
toc-leader-dots: . . . . . . . . . . . . . . . . . . . . . . . . . . . . . . . . . . . . . . . . . . . . . . . . . . . . . . . . . . . . . . . . . . . . . . . . . . . . . . . . . . . . . . . . . . . . . . . . . . . . . . . . . . . . . . . . . . . . . . . . . . . . . . . . . . . . . . . . . . . . . . . . . . . . . . . . . . . . . . . . . . . . . . . . . . . . . . . . . . . . . . . . . . . . . . . . . . . . . . . .: [132, 714, 2234, 728]
toc-entry-page: 197: [2446, 841, 2467, 855]
toc-entry-title-text: FB/SFB 14 - GET - Remote CPU lesen: [118, 630, 317, 644]
toc-entry-page: 114: [2458, 144, 2477, 158]
toc-entry-number: 9.2.1: [64, 799, 91, 813]
toc-leader-dots: . . . . . . . . . . . . . . . . . . . . . . . . . . . . . . . . . . . . . . . . . . . . . . . . . . . . . . . . . . . . . . . . . . . . . . . . . . . . . . . . . . . . . . . . . . . . . . . . . . . . . . . . . . . . . . . . . . . . . . . . . . . . . . . . . . . . . . . . . . . . . . . . . . . . . . . . . . . . . . . . . . . . . . . . . . . . . . . . . . . . . . . . . . . . . . . . . . . . . . . .: [259, 207, 2360, 221]
toc-entry-title: [118, 376, 315, 389]
toc-entry-page: 111: [2374, 122, 2392, 136]
toc-entry-title-emphasis: "Ethernet Communication": [244, 397, 381, 411]
toc-entry-title-text: FC 5 - AG_SEND - Senden an CP 343: [118, 440, 315, 454]
toc-entry[interactable]: [35, 714, 2261, 736]
toc-entry-page: 154: [2474, 566, 2494, 580]
toc-entry[interactable]: [35, 440, 2445, 461]
toc-entry-title: [118, 482, 309, 496]
footer-page-number: 5: [698, 1001, 704, 1014]
toc-entry-title-text: FB/SFB 12 - BSEND - Blockorientiertes Senden: [118, 587, 364, 601]
toc-entry-title-text: Offene Kommunikation -: [107, 164, 235, 178]
